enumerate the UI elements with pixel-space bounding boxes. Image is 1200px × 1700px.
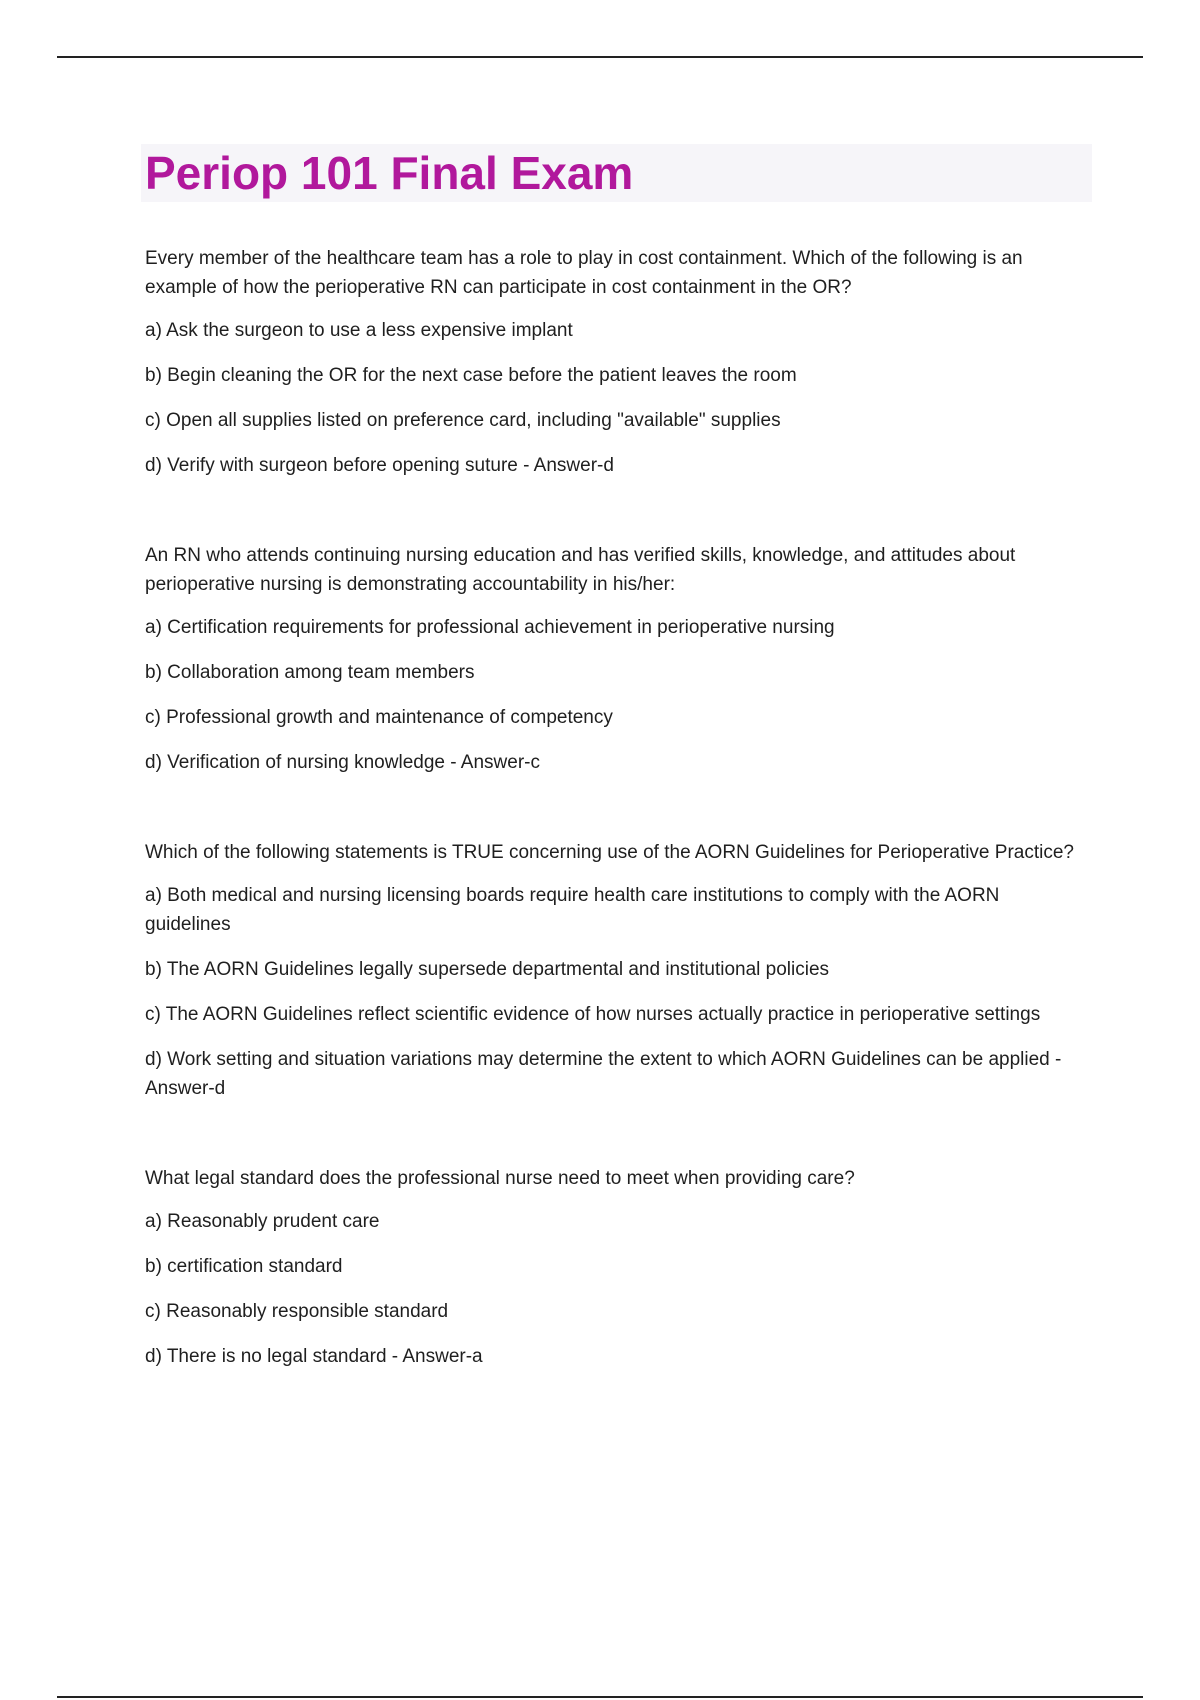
option-c: c) The AORN Guidelines reflect scientific evidence of how nurses actually practice in perioperative settings	[145, 1004, 1041, 1025]
option-d-answer: d) Work setting and situation variations may determine the extent to which AORN Guidelines can be applied - Answer-d	[145, 1049, 1062, 1099]
question-list	[145, 244, 1090, 1432]
option-a: a) Certification requirements for professional achievement in perioperative nursing	[145, 617, 835, 638]
question-3	[145, 838, 1090, 1103]
top-rule	[57, 56, 1143, 58]
question-stem: Every member of the healthcare team has a role to play in cost containment. Which of the following is an example of how the perioperative RN can participate in cost containment in the OR?	[145, 248, 1023, 298]
option-a: a) Reasonably prudent care	[145, 1211, 380, 1232]
option-d-answer: d) There is no legal standard - Answer-a	[145, 1346, 483, 1367]
question-stem: An RN who attends continuing nursing education and has verified skills, knowledge, and attitudes about perioperative nursing is demonstrating accountability in his/her:	[145, 545, 1016, 595]
question-2	[145, 541, 1090, 777]
option-b: b) The AORN Guidelines legally supersede departmental and institutional policies	[145, 959, 830, 980]
option-c: c) Professional growth and maintenance of competency	[145, 707, 613, 728]
option-b: b) Begin cleaning the OR for the next case before the patient leaves the room	[145, 365, 797, 386]
question-stem: Which of the following statements is TRUE concerning use of the AORN Guidelines for Perioperative Practice?	[145, 842, 1074, 863]
bottom-rule	[57, 1696, 1143, 1698]
option-d-answer: d) Verify with surgeon before opening suture - Answer-d	[145, 455, 614, 476]
document-title: Periop 101 Final Exam	[145, 147, 634, 199]
option-c: c) Open all supplies listed on preference card, including "available" supplies	[145, 410, 781, 431]
question-stem: What legal standard does the professional nurse need to meet when providing care?	[145, 1168, 855, 1189]
question-4	[145, 1164, 1090, 1371]
option-d-answer: d) Verification of nursing knowledge - Answer-c	[145, 752, 540, 773]
option-c: c) Reasonably responsible standard	[145, 1301, 449, 1322]
option-a: a) Both medical and nursing licensing boards require health care institutions to comply with the AORN guidelines	[145, 885, 1000, 935]
option-a: a) Ask the surgeon to use a less expensive implant	[145, 320, 573, 341]
option-b: b) Collaboration among team members	[145, 662, 475, 683]
option-b: b) certification standard	[145, 1256, 343, 1277]
question-1	[145, 244, 1090, 480]
